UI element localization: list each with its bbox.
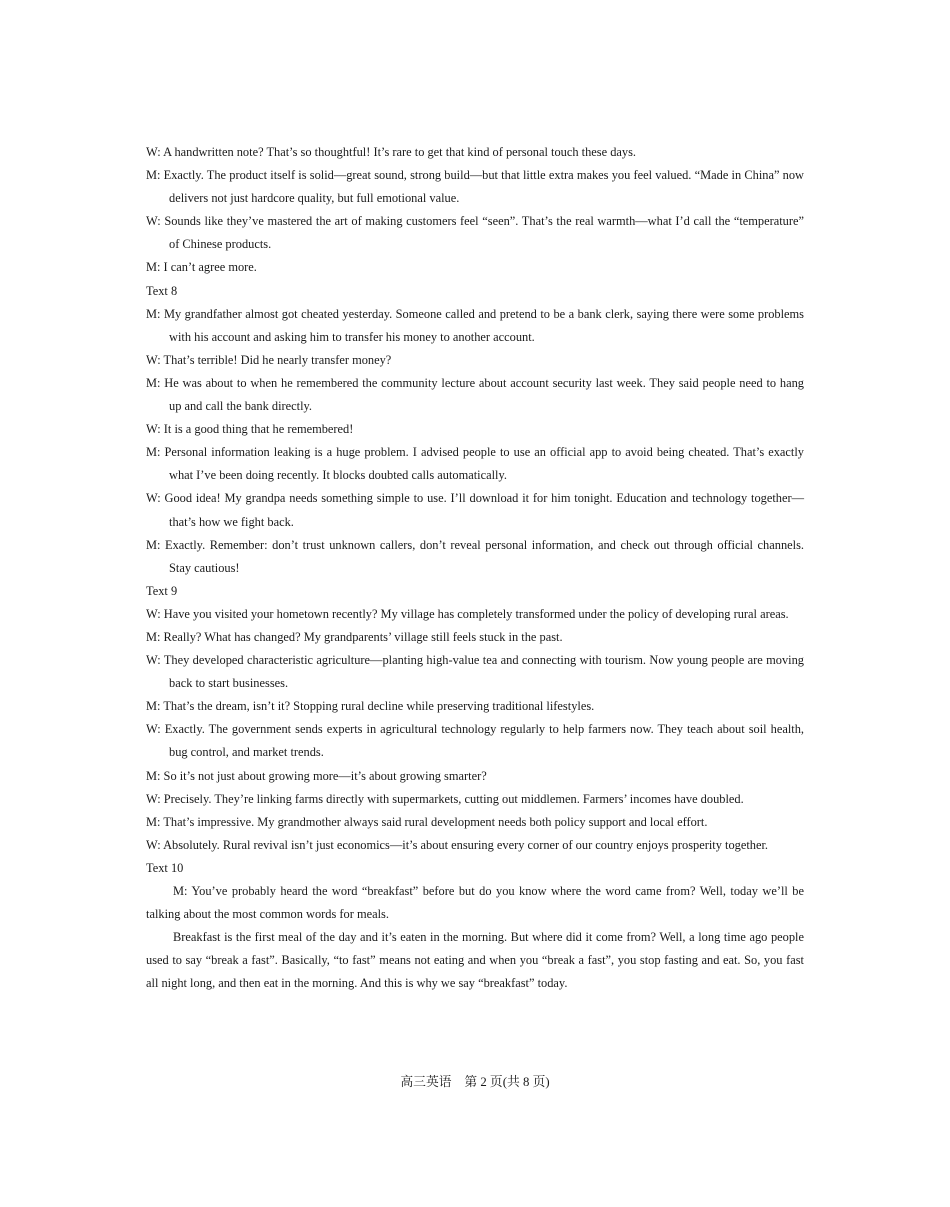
dialogue-line: W: Precisely. They’re linking farms directly with supermarkets, cutting out middlemen. Farmers’ incomes have doubled.	[146, 791, 744, 806]
dialogue-line: M: So it’s not just about growing more—it’s about growing smarter?	[146, 768, 487, 783]
dialogue-line: M: That’s the dream, isn’t it? Stopping rural decline while preserving traditional lifestyles.	[146, 699, 595, 714]
section-heading: Text 10	[146, 860, 184, 875]
dialogue-line: W: A handwritten note? That’s so thoughtful! It’s rare to get that kind of personal touch these days.	[146, 145, 637, 159]
dialogue-line: W: Have you visited your hometown recently? My village has completely transformed under the policy of developing rural areas.	[146, 606, 789, 621]
dialogue-line: M: Exactly. The product itself is solid—great sound, strong build—but that little extra makes you feel valued. “Made in China” now delivers not just hardcore quality, but full emotional value.	[146, 168, 804, 206]
document-body	[146, 141, 804, 995]
dialogue-line: M: He was about to when he remembered the community lecture about account security last week. They said people need to hang up and call the bank directly.	[146, 375, 804, 414]
section-heading: Text 9	[146, 583, 178, 598]
dialogue-line: W: Good idea! My grandpa needs something simple to use. I’ll download it for him tonight. Education and technology together—that’s how we fight back.	[146, 491, 804, 529]
dialogue-line: M: Personal information leaking is a huge problem. I advised people to use an official app to avoid being cheated. That’s exactly what I’ve been doing recently. It blocks doubted calls automatically.	[146, 445, 804, 483]
dialogue-line: W: Absolutely. Rural revival isn’t just economics—it’s about ensuring every corner of our country enjoys prosperity together.	[146, 837, 769, 852]
dialogue-line: W: Exactly. The government sends experts in agricultural technology regularly to help farmers now. They teach about soil health, bug control, and market trends.	[146, 722, 804, 760]
monologue-paragraph: M: You’ve probably heard the word “breakfast” before but do you know where the word came from? Well, today we’ll be talking about the most common words for meals.	[146, 884, 804, 922]
dialogue-line: M: Really? What has changed? My grandparents’ village still feels stuck in the past.	[146, 629, 563, 644]
monologue-paragraph: Breakfast is the first meal of the day and it’s eaten in the morning. But where did it come from? Well, a long time ago people used to say “break a fast”. Basically, “to fast” means not eating and when you “break a fast”, you stop fasting and eat. So, you fast all night long, and then eat in the morning. And this is why we say “breakfast” today.	[146, 930, 804, 991]
dialogue-line: W: Sounds like they’ve mastered the art of making customers feel “seen”. That’s the real warmth—what I’d call the “temperature” of Chinese products.	[146, 214, 804, 252]
dialogue-line: W: That’s terrible! Did he nearly transfer money?	[146, 352, 392, 367]
dialogue-line: W: They developed characteristic agriculture—planting high-value tea and connecting with tourism. Now young people are moving back to start businesses.	[146, 653, 804, 691]
dialogue-line: W: It is a good thing that he remembered!	[146, 422, 354, 437]
dialogue-line: M: I can’t agree more.	[146, 260, 257, 275]
dialogue-line: M: That’s impressive. My grandmother always said rural development needs both policy support and local effort.	[146, 814, 708, 829]
dialogue-line: M: Exactly. Remember: don’t trust unknown callers, don’t reveal personal information, and check out through official channels. Stay cautious!	[146, 537, 804, 575]
page-footer: 高三英语 第 2 页(共 8 页)	[400, 1075, 550, 1089]
section-heading: Text 8	[146, 283, 178, 298]
dialogue-line: M: My grandfather almost got cheated yesterday. Someone called and pretend to be a bank clerk, saying there were some problems with his account and asking him to transfer his money to another account.	[146, 306, 804, 344]
